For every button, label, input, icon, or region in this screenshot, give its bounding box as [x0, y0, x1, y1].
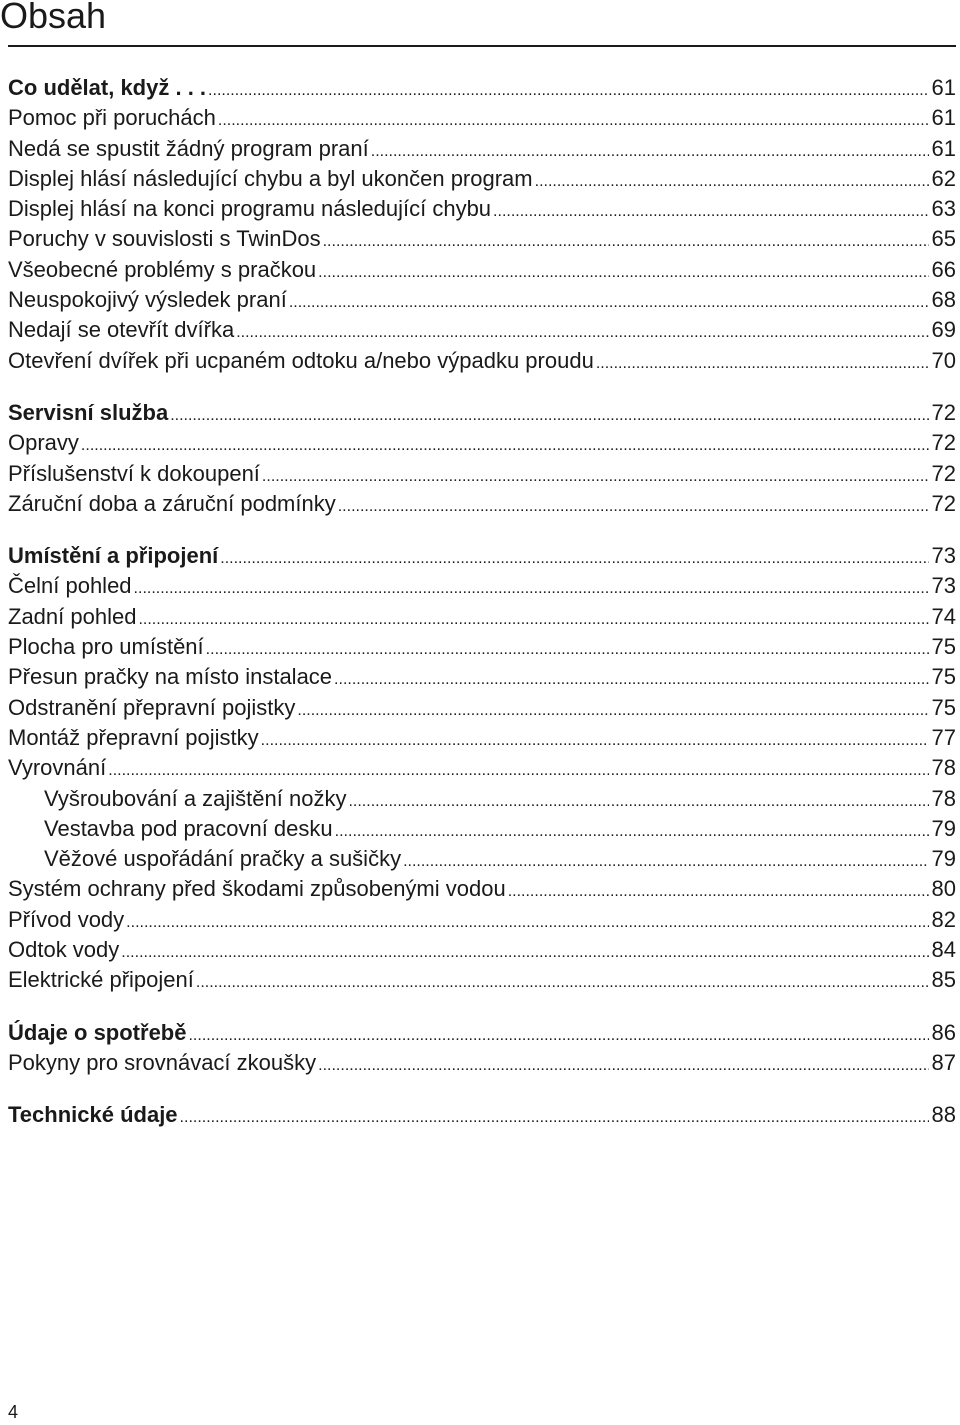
toc-entry-page: 77 [931, 724, 956, 750]
toc-entry[interactable] [8, 224, 956, 254]
toc-entry-label: Záruční doba a záruční podmínky [8, 490, 336, 516]
toc-entry[interactable] [8, 428, 956, 458]
dot-leader [338, 492, 929, 522]
toc-entry-page: 62 [931, 165, 956, 191]
toc-entry-label: Vestavba pod pracovní desku [44, 815, 333, 841]
dot-leader [508, 877, 929, 907]
dot-leader [196, 968, 929, 998]
toc-entry-label: Vyrovnání [8, 755, 107, 781]
toc-entry-page: 87 [931, 1049, 956, 1075]
toc-entry-page: 69 [931, 317, 956, 343]
dot-leader [403, 847, 928, 877]
toc-entry[interactable] [8, 965, 956, 995]
toc-entry-page: 79 [931, 815, 956, 841]
toc-entry-label: Systém ochrany před škodami způsobenými vodou [8, 876, 506, 902]
toc-entry-label: Technické údaje [8, 1102, 178, 1128]
toc-entry-label: Displej hlásí následující chybu a byl ukončen program [8, 165, 533, 191]
toc-entry[interactable] [8, 632, 956, 662]
toc-entry-label: Co udělat, když . . . [8, 75, 207, 100]
toc-entry-page: 88 [931, 1102, 956, 1128]
dot-leader [261, 726, 929, 756]
dot-leader [81, 431, 929, 461]
dot-leader [262, 462, 929, 492]
dot-leader [318, 1051, 928, 1081]
dot-leader [108, 756, 928, 786]
toc-section-heading[interactable] [8, 1100, 956, 1130]
dot-leader [206, 635, 929, 665]
toc-entry-label: Plocha pro umístění [8, 634, 204, 660]
toc-entry-label: Poruchy v souvislosti s TwinDos [8, 226, 321, 252]
toc-entry-label: Servisní služba [8, 399, 169, 425]
toc-section-heading[interactable] [8, 541, 956, 571]
toc-entry-page: 75 [931, 694, 956, 720]
toc-entry[interactable] [8, 874, 956, 904]
dot-leader [208, 76, 928, 106]
dot-leader [348, 787, 928, 817]
dot-leader [138, 605, 928, 635]
toc-entry[interactable] [8, 134, 956, 164]
toc-section [8, 73, 956, 376]
toc-entry-page: 79 [931, 846, 956, 872]
toc-entry-page: 78 [931, 785, 956, 811]
toc-section [8, 1100, 956, 1130]
toc-entry-page: 68 [931, 287, 956, 313]
toc-entry[interactable] [8, 346, 956, 376]
dot-leader [218, 106, 929, 136]
toc-entry-page: 74 [931, 603, 956, 629]
dot-leader [318, 258, 928, 288]
toc-entry-label: Čelní pohled [8, 573, 132, 599]
toc-entry-page: 73 [931, 573, 956, 599]
dot-leader [180, 1103, 929, 1133]
toc-entry-page: 61 [931, 75, 956, 100]
toc-entry-label: Údaje o spotřebě [8, 1019, 187, 1045]
toc-entry[interactable] [8, 255, 956, 285]
toc-entry-page: 72 [931, 490, 956, 516]
toc-entry-page: 85 [931, 967, 956, 993]
toc-entry-page: 70 [931, 347, 956, 373]
toc-entry-label: Přesun pračky na místo instalace [8, 664, 333, 690]
toc-entry[interactable] [8, 315, 956, 345]
toc-entry[interactable] [8, 1048, 956, 1078]
toc-section-heading[interactable] [8, 1018, 956, 1048]
title-divider [8, 45, 956, 47]
toc-entry-label: Nedají se otevřít dvířka [8, 317, 235, 343]
toc-entry[interactable] [8, 285, 956, 315]
toc-entry-label: Montáž přepravní pojistky [8, 724, 259, 750]
toc-entry-page: 75 [931, 664, 956, 690]
toc-entry[interactable] [8, 753, 956, 783]
dot-leader [323, 227, 929, 257]
toc-entry-page: 73 [931, 543, 956, 569]
toc-section [8, 541, 956, 995]
toc-entry-page: 61 [931, 135, 956, 161]
toc-entry-label: Opravy [8, 430, 79, 456]
toc-entry[interactable] [8, 935, 956, 965]
toc-entry[interactable] [8, 662, 956, 692]
toc-entry-label: Věžové uspořádání pračky a sušičky [44, 846, 402, 872]
dot-leader [188, 1021, 928, 1051]
toc-entry[interactable] [8, 459, 956, 489]
toc-entry-label: Všeobecné problémy s pračkou [8, 256, 317, 282]
toc-entry-label: Otevření dvířek při ucpaném odtoku a/nebo výpadku proudu [8, 347, 594, 373]
toc-entry[interactable] [8, 103, 956, 133]
toc-entry-page: 66 [931, 256, 956, 282]
dot-leader [493, 197, 928, 227]
dot-leader [126, 908, 928, 938]
dot-leader [121, 938, 928, 968]
dot-leader [371, 137, 929, 167]
page-number: 4 [8, 1402, 19, 1422]
toc-entry-page: 82 [931, 906, 956, 932]
toc-entry[interactable] [8, 784, 956, 814]
toc-entry-page: 63 [931, 196, 956, 222]
dot-leader [220, 544, 928, 574]
toc-entry-label: Elektrické připojení [8, 967, 194, 993]
dot-leader [236, 318, 928, 348]
toc-entry-label: Displej hlásí na konci programu následující chybu [8, 196, 492, 222]
toc-entry[interactable] [8, 905, 956, 935]
toc-entry-label: Vyšroubování a zajištění nožky [44, 785, 347, 811]
toc-entry-page: 72 [931, 399, 956, 425]
toc-entry-label: Odtok vody [8, 937, 120, 963]
dot-leader [535, 167, 929, 197]
toc-entry-page: 86 [931, 1019, 956, 1045]
toc-entry[interactable] [8, 602, 956, 632]
toc-section [8, 1018, 956, 1079]
toc-section [8, 398, 956, 519]
toc-entry-label: Zadní pohled [8, 603, 137, 629]
toc-section-heading[interactable] [8, 73, 956, 103]
toc-entry-page: 72 [931, 430, 956, 456]
toc-entry[interactable] [8, 844, 956, 874]
toc-entry-label: Pokyny pro srovnávací zkoušky [8, 1049, 317, 1075]
toc-section-heading[interactable] [8, 398, 956, 428]
toc-entry-label: Přívod vody [8, 906, 125, 932]
dot-leader [334, 665, 928, 695]
toc-entry-page: 72 [931, 460, 956, 486]
toc-entry-page: 65 [931, 226, 956, 252]
dot-leader [335, 817, 929, 847]
dot-leader [297, 696, 928, 726]
toc-entry-page: 80 [931, 876, 956, 902]
toc-entry[interactable] [8, 571, 956, 601]
toc-entry-label: Pomoc při poruchách [8, 105, 216, 131]
toc-entry[interactable] [8, 693, 956, 723]
toc-entry-label: Umístění a připojení [8, 543, 219, 569]
toc-entry-page: 75 [931, 634, 956, 660]
toc-entry-page: 61 [931, 105, 956, 131]
toc-entry[interactable] [8, 194, 956, 224]
dot-leader [134, 574, 929, 604]
table-of-contents [8, 73, 956, 1153]
page-title: Obsah [0, 0, 107, 36]
toc-entry-label: Neuspokojivý výsledek praní [8, 287, 287, 313]
toc-entry[interactable] [8, 723, 956, 753]
toc-entry-label: Nedá se spustit žádný program praní [8, 135, 369, 161]
toc-entry[interactable] [8, 164, 956, 194]
dot-leader [170, 401, 928, 431]
toc-entry[interactable] [8, 814, 956, 844]
toc-entry-page: 84 [931, 937, 956, 963]
toc-entry-label: Odstranění přepravní pojistky [8, 694, 296, 720]
toc-entry[interactable] [8, 489, 956, 519]
toc-entry-label: Příslušenství k dokoupení [8, 460, 260, 486]
dot-leader [289, 288, 929, 318]
dot-leader [596, 349, 929, 379]
toc-entry-page: 78 [931, 755, 956, 781]
